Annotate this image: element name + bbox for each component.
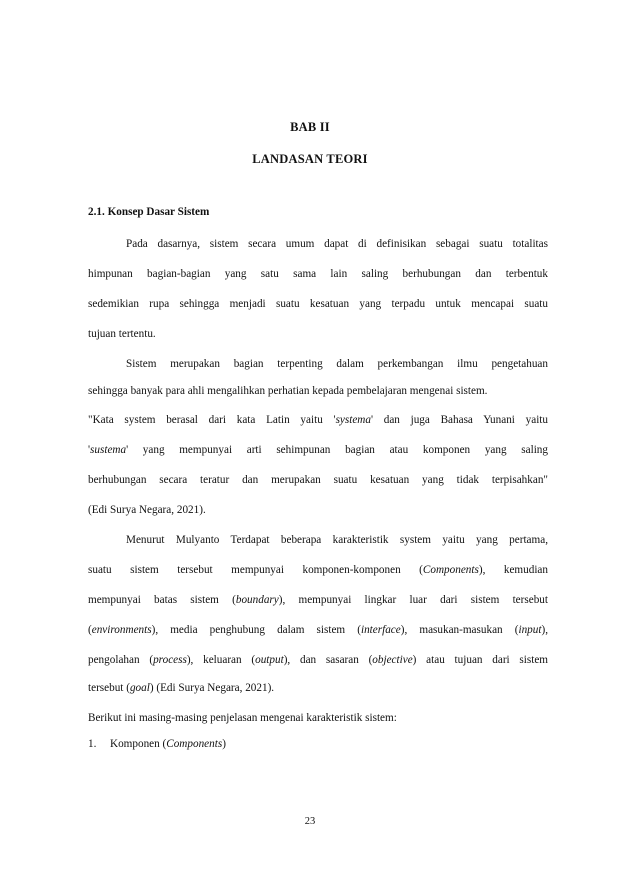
quote-line-1: "Kata system berasal dari kata Latin yaitu 'systema' dan juga Bahasa Yunani yaitu [88, 414, 549, 426]
paragraph-1-line-1: Pada dasarnya, sistem secara umum dapat di definisikan sebagai suatu totalitas [126, 238, 548, 250]
paragraph-1-line-3: sedemikian rupa sehingga menjadi suatu kesatuan yang terpadu untuk mencapai suatu [88, 298, 548, 310]
paragraph-3-line-2: suatu sistem tersebut mempunyai komponen-komponen (Components), kemudian [88, 564, 548, 576]
chapter-number: BAB II [290, 120, 330, 134]
quote-citation: (Edi Surya Negara, 2021). [88, 504, 206, 516]
paragraph-2-line-2: sehingga banyak para ahli mengalihkan perhatian kepada pembelajaran mengenai sistem. [88, 385, 488, 397]
chapter-title: LANDASAN TEORI [252, 152, 368, 166]
page-number: 23 [304, 816, 316, 827]
quote-line-3: berhubungan secara teratur dan merupakan suatu kesatuan yang tidak terpisahkan" [88, 474, 548, 486]
paragraph-3-line-6: tersebut (goal) (Edi Surya Negara, 2021). [88, 682, 275, 694]
paragraph-4: Berikut ini masing-masing penjelasan mengenai karakteristik sistem: [88, 712, 397, 724]
paragraph-3-line-5: pengolahan (process), keluaran (output), dan sasaran (objective) atau tujuan dari sistem [88, 654, 549, 666]
paragraph-2-line-1: Sistem merupakan bagian terpenting dalam perkembangan ilmu pengetahuan [126, 358, 548, 370]
paragraph-3-line-1: Menurut Mulyanto Terdapat beberapa karakteristik system yaitu yang pertama, [126, 534, 548, 546]
quote-line-2: 'sustema' yang mempunyai arti sehimpunan bagian atau komponen yang saling [88, 444, 548, 456]
paragraph-1-line-4: tujuan tertentu. [88, 328, 156, 340]
list-item-number: 1. [88, 738, 97, 750]
paragraph-3-line-4: (environments), media penghubung dalam sistem (interface), masukan-masukan (input), [88, 624, 548, 636]
paragraph-3-line-3: mempunyai batas sistem (boundary), mempunyai lingkar luar dari sistem tersebut [88, 594, 548, 606]
list-item: 1. Komponen (Components) [88, 738, 226, 750]
paragraph-1-line-2: himpunan bagian-bagian yang satu sama lain saling berhubungan dan terbentuk [88, 268, 548, 280]
section-heading: 2.1. Konsep Dasar Sistem [88, 206, 210, 218]
